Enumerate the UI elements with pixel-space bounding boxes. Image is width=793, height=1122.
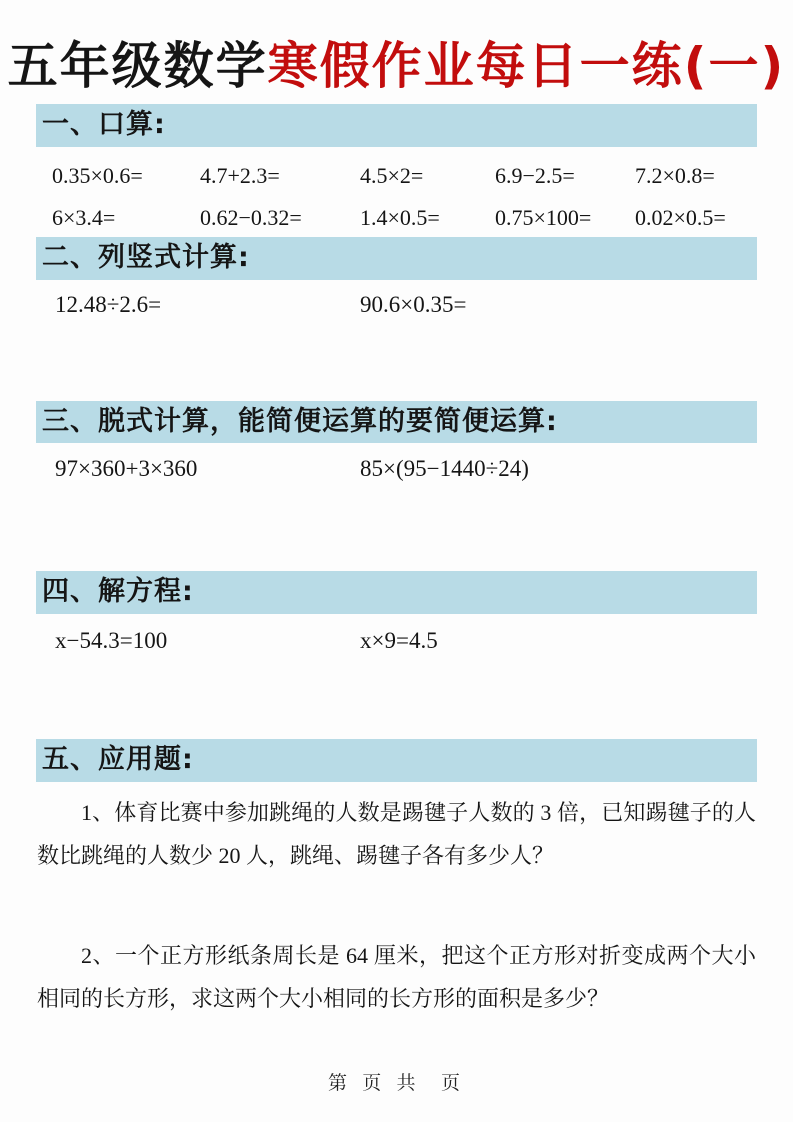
math-problem: 6.9−2.5= (495, 162, 575, 188)
section-heading-label: 二、列竖式计算: (42, 242, 250, 274)
math-problem: 1.4×0.5= (360, 205, 440, 231)
word-problem-2: 2、一个正方形纸条周长是 64 厘米，把这个正方形对折变成两个大小相同的长方形，求这两个大小相同的长方形的面积是多少？ (37, 943, 756, 1011)
math-problem: 0.62−0.32= (200, 205, 302, 231)
vertical-calc-problems (0, 291, 793, 319)
math-problem: 12.48÷2.6= (55, 292, 162, 318)
math-problem: 6×3.4= (52, 205, 116, 231)
section-heading-label: 三、脱式计算，能简便运算的要简便运算: (42, 405, 558, 437)
title-grade-part: 五年级数学 (7, 37, 268, 95)
stepwise-calc-problems (0, 455, 793, 483)
page-title (0, 0, 793, 98)
math-problem: 0.02×0.5= (635, 205, 726, 231)
math-problem: 90.6×0.35= (360, 292, 467, 318)
math-problem: 7.2×0.8= (635, 162, 715, 188)
oral-problems-grid (0, 163, 793, 232)
math-problem: 4.5×2= (360, 162, 424, 188)
equation-problems (0, 627, 793, 655)
math-problem: 0.75×100= (495, 205, 592, 231)
title-homework-part: 寒假作业每日一练(一) (267, 37, 786, 95)
section-heading-label: 一、口算: (42, 109, 166, 140)
section-heading-equations (36, 571, 757, 614)
math-problem: 97×360+3×360 (55, 456, 198, 482)
math-problem: x−54.3=100 (55, 627, 168, 653)
page-number-footer: 第 页 共 页 (327, 1073, 466, 1094)
word-problem-1: 1、体育比赛中参加跳绳的人数是踢毽子人数的 3 倍，已知踢毽子的人数比跳绳的人数少 20 人，跳绳、踢毽子各有多少人？ (37, 800, 756, 868)
section-heading-word-problems (36, 739, 757, 782)
math-problem: 85×(95−1440÷24) (360, 456, 529, 482)
section-heading-oral-calc (36, 104, 757, 147)
section-heading-label: 五、应用题: (42, 744, 194, 776)
math-problem: 0.35×0.6= (52, 162, 143, 188)
section-heading-vertical-calc (36, 237, 757, 280)
section-heading-stepwise-calc (36, 401, 757, 444)
section-heading-label: 四、解方程: (42, 576, 194, 608)
math-problem: 4.7+2.3= (200, 162, 280, 188)
math-problem: x×9=4.5 (360, 627, 438, 653)
